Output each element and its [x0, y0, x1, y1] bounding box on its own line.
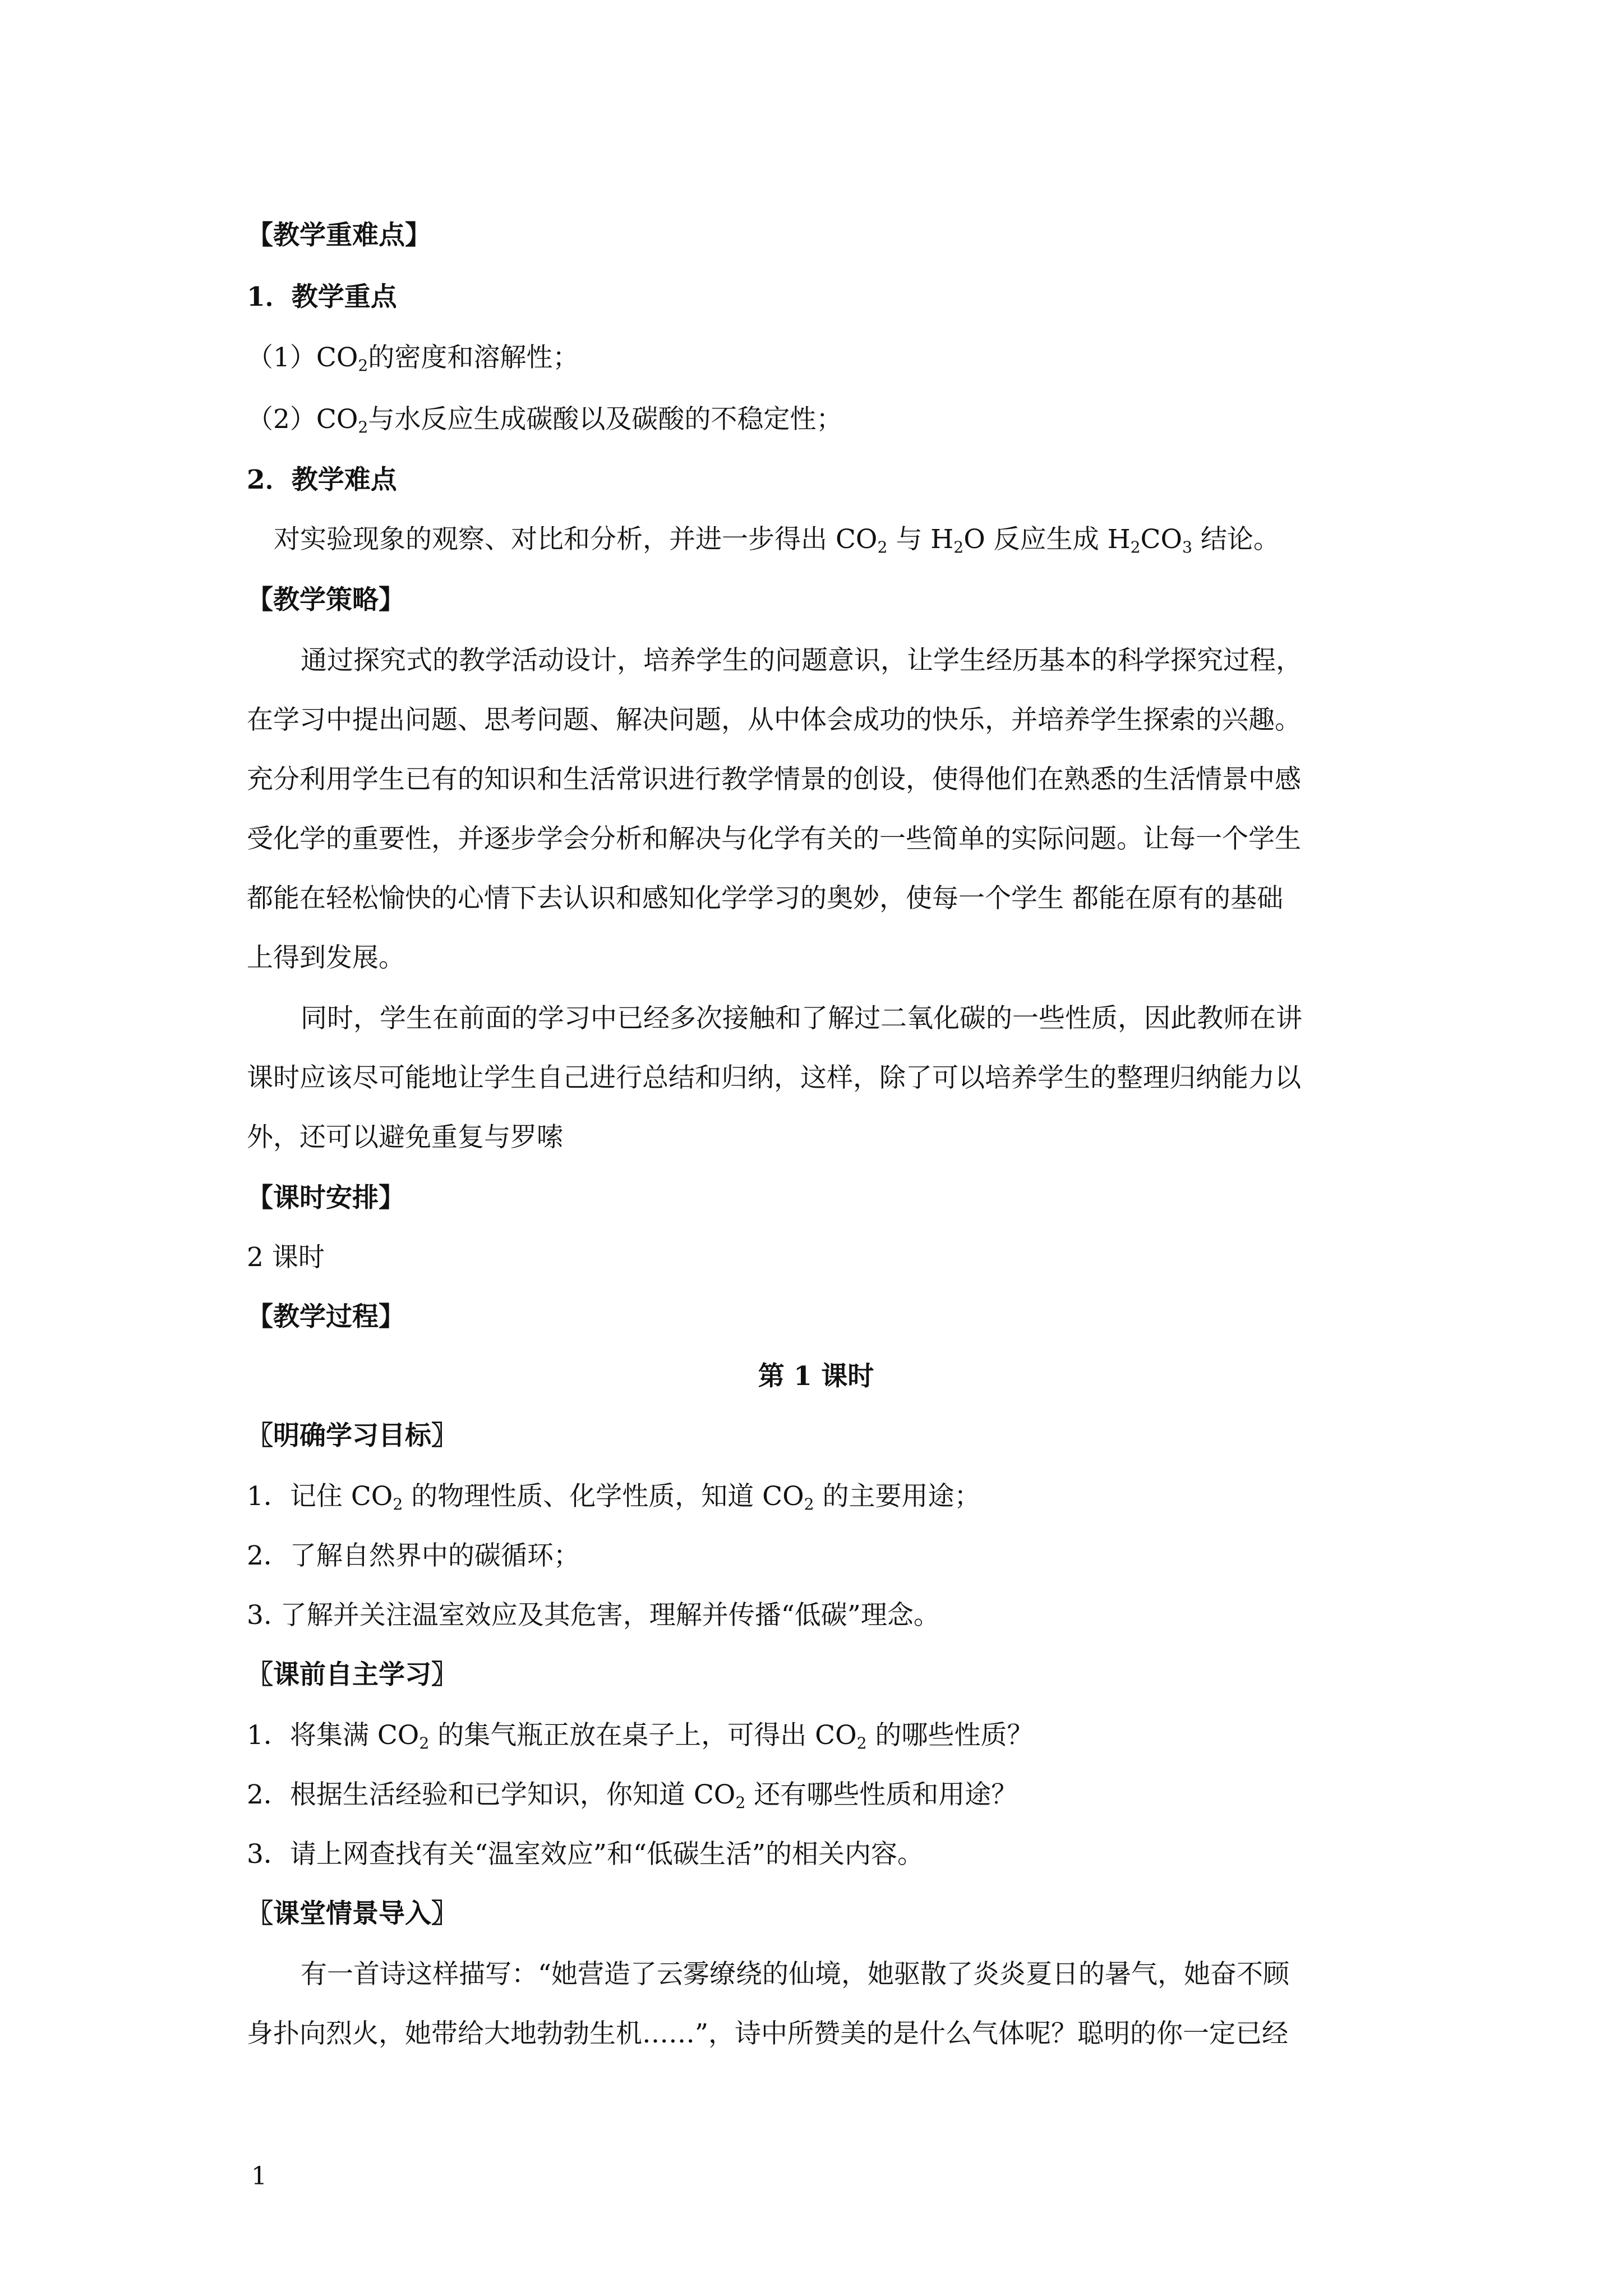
strategy-heading: 【教学策略】 [247, 585, 405, 615]
key-point-carbonic-acid: $(2)CO_2$与水反应生成碳酸以及碳酸的不稳定性； [247, 404, 843, 436]
schedule-heading: 【课时安排】 [247, 1182, 405, 1213]
strategy-para1-line: 受化学的重要性，并逐步学会分析和解决与化学有关的一些简单的实际问题。让每一个学生 [247, 823, 1301, 854]
goals-heading: 〖明确学习目标〗 [247, 1420, 458, 1451]
process-heading: 【教学过程】 [247, 1301, 405, 1332]
strategy-para2-line: 同时，学生在前面的学习中已经多次接触和了解过二氧化碳的一些性质，因此教师在讲 [301, 1003, 1302, 1034]
prestudy-heading: 〖课前自主学习〗 [247, 1659, 458, 1690]
strategy-para2-line: 课时应该尽可能地让学生自己进行总结和归纳，这样，除了可以培养学生的整理归纳能力以 [247, 1062, 1301, 1093]
goal-item: 3. 了解并关注温室效应及其危害，理解并传播“低碳”理念。 [247, 1600, 940, 1631]
goal-item: 2．了解自然界中的碳循环； [247, 1540, 580, 1571]
key-points-2-heading: 2．教学难点 [247, 464, 397, 495]
strategy-para1-line: 上得到发展。 [247, 942, 405, 973]
strategy-para2-line: 外，还可以避免重复与罗嗦 [247, 1122, 563, 1153]
intro-heading: 〖课堂情景导入〗 [247, 1898, 458, 1929]
schedule-text: 2 课时 [247, 1242, 325, 1273]
prestudy-item: 1．将集满 $CO_2$ 的集气瓶正放在桌子上，可得出 $CO_2$ 的哪些性质？ [247, 1720, 1034, 1752]
page-number: 1 [251, 2162, 267, 2191]
key-point-density: $(1)CO_2$的密度和溶解性； [247, 342, 579, 375]
strategy-para1-line: 在学习中提出问题、思考问题、解决问题，从中体会成功的快乐，并培养学生探索的兴趣。 [247, 705, 1301, 735]
goal-item: 1．记住 $CO_2$ 的物理性质、化学性质，知道 $CO_2$ 的主要用途； [247, 1481, 981, 1513]
intro-para-line: 有一首诗这样描写：“她营造了云雾缭绕的仙境，她驱散了炎炎夏日的暑气，她奋不顾 [301, 1959, 1290, 1990]
strategy-para1-line: 通过探究式的教学活动设计，培养学生的问题意识，让学生经历基本的科学探究过程， [301, 645, 1302, 676]
key-points-heading: 【教学重难点】 [247, 220, 431, 251]
difficulty-text: 对实验现象的观察、对比和分析，并进一步得出 $CO_2$ 与 $H_2O$ 反应生成 $H_2CO_3$ 结论。 [274, 524, 1280, 556]
strategy-para1-line: 充分利用学生已有的知识和生活常识进行教学情景的创设，使得他们在熟悉的生活情景中感 [247, 764, 1301, 795]
key-points-1-heading: 1．教学重点 [247, 282, 397, 312]
prestudy-item: 3．请上网查找有关“温室效应”和“低碳生活”的相关内容。 [247, 1839, 924, 1870]
lesson-title: 第 1 课时 [758, 1361, 874, 1392]
intro-para-line: 身扑向烈火，她带给大地勃勃生机……”，诗中所赞美的是什么气体呢？聪明的你一定已经 [247, 2018, 1289, 2049]
prestudy-item: 2．根据生活经验和已学知识，你知道 $CO_2$ 还有哪些性质和用途？ [247, 1779, 1018, 1812]
strategy-para1-line: 都能在轻松愉快的心情下去认识和感知化学学习的奥妙，使每一个学生 都能在原有的基础 [247, 883, 1283, 914]
